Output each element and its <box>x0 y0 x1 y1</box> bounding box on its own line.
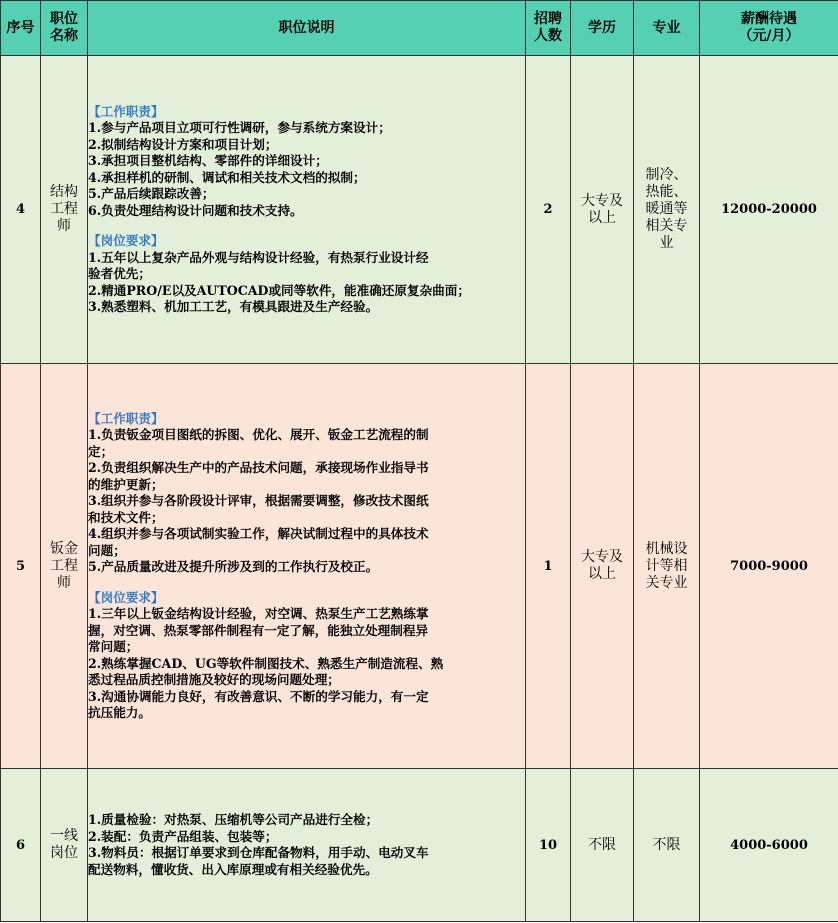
major-line: 计等相 <box>645 557 688 574</box>
requirement-item: 常问题； <box>88 639 139 654</box>
major-line: 关专业 <box>645 574 688 591</box>
major-line: 机械设 <box>645 540 688 557</box>
job-title-line: 岗位 <box>50 845 78 861</box>
job-title-line: 工程 <box>50 201 78 217</box>
duty-item: 和技术文件； <box>88 509 164 525</box>
job-title-line: 钣金 <box>50 540 78 557</box>
requirement-item: 抗压能力。 <box>88 705 151 720</box>
header-title-line2: 名称 <box>50 28 78 44</box>
duties-heading: 【工作职责】 <box>88 103 164 119</box>
education <box>571 56 634 364</box>
duty-item: 配送物料，懂收货、出入库原理或有相关经验优先。 <box>88 861 378 877</box>
salary: 7000-9000 <box>700 364 838 769</box>
requirement-item: 握，对空调、热泵零部件制程有一定了解，能独立处理制程异 <box>88 622 429 638</box>
requirement-item: 1.五年以上复杂产品外观与结构设计经验，有热泵行业设计经 <box>88 249 429 265</box>
requirement-item: 2.精通PRO/E以及AUTOCAD或同等软件，能准确还原复杂曲面； <box>88 282 470 298</box>
job-description <box>88 769 526 922</box>
duty-item: 3.承担项目整机结构、零部件的详细设计； <box>88 153 328 168</box>
header-count <box>526 1 571 56</box>
duty-item: 5.产品质量改进及提升所涉及到的工作执行及校正。 <box>88 559 379 574</box>
job-description <box>88 364 526 769</box>
job-title <box>41 364 88 769</box>
duty-item: 2.拟制结构设计方案和项目计划； <box>88 136 278 152</box>
job-title-line: 结构 <box>50 184 78 200</box>
job-description <box>88 56 526 364</box>
education-line: 不限 <box>588 836 616 853</box>
header-count-line1: 招聘 <box>534 11 562 27</box>
header-count-line2: 人数 <box>534 28 562 44</box>
major <box>634 56 700 364</box>
requirement-item: 1.三年以上钣金结构设计经验，对空调、热泵生产工艺熟练掌 <box>88 606 429 621</box>
job-title <box>41 56 88 364</box>
duty-item: 1.参与产品项目立项可行性调研，参与系统方案设计； <box>88 120 391 135</box>
duty-item: 的维护更新； <box>88 476 164 492</box>
major-line: 业 <box>659 235 674 251</box>
major <box>634 769 700 922</box>
requirement-item: 3.熟悉塑料、机加工工艺，有模具跟进及生产经验。 <box>88 299 379 314</box>
duty-item: 1.质量检验：对热泵、压缩机等公司产品进行全检； <box>88 812 379 827</box>
requirement-item: 2.熟练掌握CAD、UG等软件制图技术、熟悉生产制造流程、熟 <box>88 655 444 671</box>
requirement-item: 3.沟通协调能力良好，有改善意识、不断的学习能力，有一定 <box>88 688 429 704</box>
duty-item: 4.组织并参与各项试制实验工作，解决试制过程中的具体技术 <box>88 526 429 541</box>
header-title <box>41 1 88 56</box>
duty-item: 5.产品后续跟踪改善； <box>88 186 215 201</box>
requirement-item: 验者优先； <box>88 266 151 281</box>
education <box>571 769 634 922</box>
job-title <box>41 769 88 922</box>
duty-item: 定； <box>88 443 114 459</box>
major-line: 制冷、 <box>645 167 688 183</box>
header-major: 专业 <box>634 1 700 56</box>
education-line: 大专及 <box>581 192 623 209</box>
header-title-line1: 职位 <box>50 11 78 27</box>
table-row <box>1 364 838 769</box>
table-row <box>1 769 838 922</box>
row-number: 6 <box>1 769 41 922</box>
header-description: 职位说明 <box>88 1 526 56</box>
duty-item: 3.物料员：根据订单要求到仓库配备物料，用手动、电动叉车 <box>88 845 429 860</box>
table-row <box>1 56 838 364</box>
duty-item: 问题； <box>88 542 126 558</box>
duty-item: 3.组织并参与各阶段设计评审，根据需要调整，修改技术图纸 <box>88 493 429 508</box>
job-title-line: 一线 <box>50 828 78 844</box>
major-line: 相关专 <box>645 218 688 234</box>
education <box>571 364 634 769</box>
major-line: 暖通等 <box>645 201 688 217</box>
duty-item: 1.负责钣金项目图纸的拆图、优化、展开、钣金工艺流程的制 <box>88 427 429 442</box>
duty-item: 2.负责组织解决生产中的产品技术问题，承接现场作业指导书 <box>88 460 429 475</box>
salary: 4000-6000 <box>700 769 838 922</box>
education-line: 以上 <box>588 209 616 226</box>
hiring-count: 10 <box>526 769 571 922</box>
table-header-row <box>1 1 838 56</box>
header-education: 学历 <box>571 1 634 56</box>
hiring-count: 2 <box>526 56 571 364</box>
job-title-line: 师 <box>57 218 71 234</box>
requirements-heading: 【岗位要求】 <box>88 233 164 248</box>
row-number: 5 <box>1 364 41 769</box>
duties-heading: 【工作职责】 <box>88 410 164 426</box>
job-title-line: 工程 <box>50 557 78 574</box>
requirements-heading: 【岗位要求】 <box>88 589 164 605</box>
education-line: 以上 <box>588 566 616 582</box>
duty-item: 6.负责处理结构设计问题和技术支持。 <box>88 202 303 218</box>
requirement-item: 悉过程品质控制措施及较好的现场问题处理； <box>88 672 340 687</box>
major <box>634 364 700 769</box>
salary: 12000-20000 <box>700 56 838 364</box>
header-salary <box>700 1 838 56</box>
major-line: 不限 <box>652 836 681 853</box>
major-line: 热能、 <box>645 184 688 200</box>
header-salary-line2: （元/月） <box>738 28 800 44</box>
job-title-line: 师 <box>57 574 71 591</box>
hiring-count: 1 <box>526 364 571 769</box>
education-line: 大专及 <box>581 549 623 565</box>
row-number: 4 <box>1 56 41 364</box>
duty-item: 4.承担样机的研制、调试和相关技术文档的拟制； <box>88 169 366 185</box>
duty-item: 2.装配：负责产品组装、包装等； <box>88 828 278 844</box>
header-salary-line1: 薪酬待遇 <box>741 11 797 27</box>
header-no: 序号 <box>1 1 41 56</box>
